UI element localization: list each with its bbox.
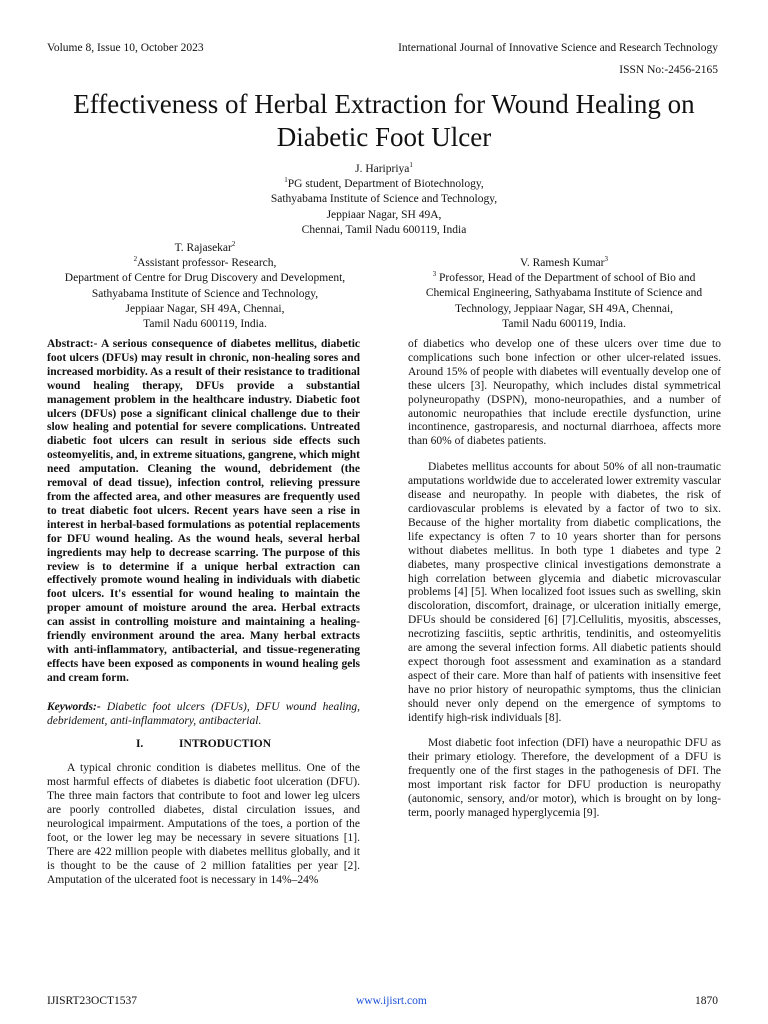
author-affiliation-2-line2: Department of Centre for Drug Discovery and Development, (64, 272, 346, 285)
author-affiliation-3-line3: Technology, Jeppiaar Nagar, SH 49A, Chennai, (454, 302, 674, 315)
abstract (47, 338, 360, 686)
abstract-text: A serious consequence of diabetes mellitus, diabetic foot ulcers (DFUs) may result in chronic, non-healing sores and increased morbidity. As a result of their resistance to traditional wound healing therapy, DFUs provide a substantial management problem in the healthcare industry. Diabetic foot ulcers (DFUs) pose a significant clinical challenge due to their slow healing and potential for severe complications. Untreated diabetic foot ulcers can result in serious side effects such osteomyelitis, and, in extreme situations, gangrene, which might need amputation. Cleaning the wound, debridement (the removal of dead tissue), infection control, relieving pressure from the affected area, and other measures are frequently used to treat diabetic foot ulcers. Recent years have seen a rise in interest in herbal-based formulations as potential replacements for DFU wound healing. As the wound heals, several herbal ingredients may help to decrease scarring. The purpose of this review is to determine if a unique herbal extraction can effectively promote wound healing in individuals with diabetic foot ulcers. It's essential for wound healing to maintain the proper amount of moisture around the area. Herbal extracts can assist in controlling moisture and maintaining a healing-friendly environment around the area. Many herbal extracts with anti-inflammatory, antibacterial, and tissue-regenerating effects have been exposed as components in wound healing gels and cream form. (47, 338, 360, 684)
journal-website-link[interactable]: www.ijisrt.com (356, 995, 427, 1007)
body-paragraph-right-1: of diabetics who develop one of these ulcers over time due to complications such bone infection or other ulcer-related issues. Around 15% of people with diabetes will eventually develop one of these ulcers [3]. Neuropathy, which includes distal symmetrical polyneuropathy (DSPN), mono-neuropathies, and a number of autonomic neuropathies that include erectile dysfunction, urine incontinence, gastroparesis, and nocturnal diarrhoea, affects more than 60% of diabetes patients. (408, 338, 721, 448)
paper-title: Effectiveness of Herbal Extraction for Wound Healing on Diabetic Foot Ulcer (73, 89, 695, 152)
author-affiliation-2-line3: Sathyabama Institute of Science and Technology, (91, 287, 319, 300)
author-affiliation-2-line5: Tamil Nadu 600119, India. (143, 318, 267, 331)
section-number: I. (135, 738, 144, 751)
author-affiliation-1-line3: Jeppiaar Nagar, SH 49A, (326, 208, 442, 221)
author-affiliation-2: $^2$Assistant professor- Research, (133, 255, 277, 270)
body-paragraph-right-3: Most diabetic foot infection (DFI) have a neuropathic DFU as their primary etiology. Therefore, the development of a DFU is frequently one of the first stages in the pathogenesis of DFI. The most important risk factor for DFU production is neuropathy (autonomic, sensory, and/or motor), which is brought on by long-term, poorly managed hyperglycemia [9]. (408, 737, 721, 819)
keywords (47, 701, 360, 729)
page-number: 1870 (695, 995, 718, 1007)
author-affiliation-1: $^1$PG student, Department of Biotechnology, (284, 176, 484, 191)
author-affiliation-3-line4: Tamil Nadu 600119, India. (502, 317, 626, 330)
right-column (408, 338, 721, 821)
section-title: INTRODUCTION (179, 738, 272, 751)
section-heading (47, 738, 360, 752)
journal-name: International Journal of Innovative Science and Research Technology (398, 42, 718, 54)
author-affiliation-3-line2: Chemical Engineering, Sathyabama Institute of Science and (425, 287, 703, 300)
abstract-label: Abstract:- (47, 338, 98, 350)
body-paragraph-right-2: Diabetes mellitus accounts for about 50% of all non-traumatic amputations worldwide due to accelerated lower extremity vascular disease and neuropathy. In people with diabetes, the risk of cardiovascular problems is elevated by a factor of two to six. Because of the higher mortality from diabetic complications, the life expectancy is often 7 to 10 years shorter than for persons without diabetes mellitus. In both type 1 diabetes and type 2 diabetes, many prospective clinical investigations demonstrate a high correlation between glycemia and diabetic microvascular problems [4] [5]. When localized foot issues such as swelling, skin discoloration, discomfort, drainage, or ulceration initially emerge, DFUs should be considered [6] [7].Cellulitis, myositis, abscesses, necrotizing fasciitis, septic arthritis, tendinitis, and osteomyelitis are among the several infection forms. All diabetic patients should expect thorough foot assessment and examination as a standard aspect of their care. More than half of patients with insensitive feet have no prior history of neuropathic symptoms, thus the clinician should never only depend on the emergence of symptoms to identify high-risk individuals [8]. (408, 461, 721, 724)
author-name-1: J. Haripriya$^1$ (355, 161, 413, 175)
author-name-2: T. Rajasekar$^2$ (174, 240, 236, 254)
author-affiliation-1-line2: Sathyabama Institute of Science and Technology, (270, 193, 498, 206)
author-block-1 (184, 162, 584, 238)
author-block-2 (22, 241, 388, 332)
left-column (47, 338, 360, 888)
author-affiliation-2-line4: Jeppiaar Nagar, SH 49A, Chennai, (125, 302, 285, 315)
intro-paragraph-1: A typical chronic condition is diabetes mellitus. One of the most harmful effects of diabetes is diabetic foot ulceration (DFU). The three main factors that contribute to foot and lower leg ulcers are poorly controlled diabetes, distal circulation issues, and neurological impairment. Amputations of the toes, a portion of the foot, or the lower leg may be necessary in severe situations [1]. There are 422 million people with diabetes mellitus globally, and it is thought to be the cause of 2 million fatalities per year [2]. Amputation of the ulcerated foot is necessary in 14%–24% (47, 762, 360, 886)
author-affiliation-3: $^3$ Professor, Head of the Department of school of Bio and (432, 270, 696, 285)
author-block-3 (396, 256, 732, 332)
article-id: IJISRT23OCT1537 (47, 995, 138, 1007)
author-name-3: V. Ramesh Kumar$^3$ (520, 255, 608, 269)
keywords-text: Diabetic foot ulcers (DFUs), DFU wound healing, debridement, anti-inflammatory, antibacterial. (47, 700, 360, 727)
issn: ISSN No:-2456-2165 (619, 64, 718, 76)
journal-volume: Volume 8, Issue 10, October 2023 (47, 42, 204, 54)
keywords-label: Keywords:- (47, 700, 101, 713)
author-affiliation-1-line4: Chennai, Tamil Nadu 600119, India (301, 223, 467, 236)
